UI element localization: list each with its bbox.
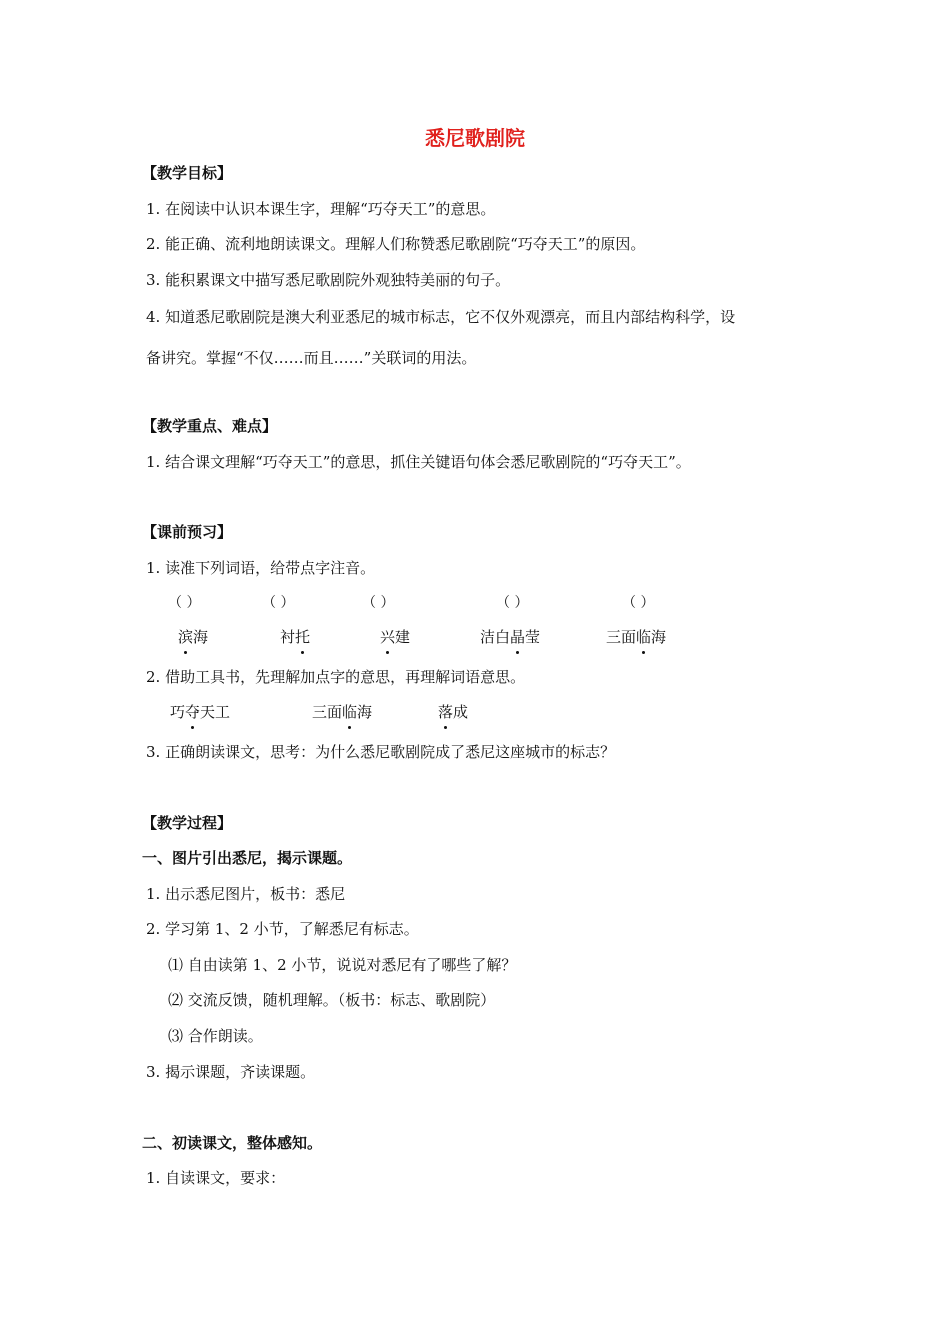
word-luocheng: 落成 [438,703,469,721]
goal-item-1: 1. 在阅读中认识本课生字，理解“巧夺天工”的意思。 [146,200,496,218]
section-heading-keypoints: 【教学重点、难点】 [142,417,278,435]
word-sanmianlinhai: 三面临海 [606,628,667,646]
section-heading-process: 【教学过程】 [142,814,233,832]
pinyin-blank-3: （ ） [362,595,395,611]
goal-item-4-continued: 备讲究。掌握“不仅……而且……”关联词的用法。 [146,349,477,367]
preview-item-1: 1. 读准下列词语，给带点字注音。 [146,559,376,577]
process-part1-subitem-3: ⑶ 合作朗读。 [168,1027,263,1045]
word-jiebaijingying: 洁白晶莹 [480,628,541,646]
process-part1-subitem-2: ⑵ 交流反馈，随机理解。（板书：标志、歌剧院） [168,991,496,1009]
section-heading-preview: 【课前预习】 [142,523,233,541]
preview-item-2: 2. 借助工具书，先理解加点字的意思，再理解词语意思。 [146,668,526,686]
word-binhai: 滨海 [178,628,209,646]
pinyin-blank-2: （ ） [262,595,295,611]
pinyin-blank-5: （ ） [622,595,655,611]
process-part2-item-1: 1. 自读课文，要求： [146,1169,286,1187]
goal-item-2: 2. 能正确、流利地朗读课文。理解人们称赞悉尼歌剧院“巧夺天工”的原因。 [146,235,646,253]
process-part1-item-3: 3. 揭示课题，齐读课题。 [146,1063,316,1081]
word-chentuo: 衬托 [280,628,311,646]
word-xingjian: 兴建 [380,628,411,646]
goal-item-3: 3. 能积累课文中描写悉尼歌剧院外观独特美丽的句子。 [146,271,511,289]
keypoint-item-1: 1. 结合课文理解“巧夺天工”的意思，抓住关键语句体会悉尼歌剧院的“巧夺天工”。 [146,453,691,471]
word-sanmianlinhai-2: 三面临海 [312,703,373,721]
section-heading-goals: 【教学目标】 [142,164,233,182]
goal-item-4: 4. 知道悉尼歌剧院是澳大利亚悉尼的城市标志，它不仅外观漂亮，而且内部结构科学，设 [146,308,736,326]
process-part1-item-2: 2. 学习第 1、2 小节，了解悉尼有标志。 [146,920,419,938]
process-part1-heading: 一、图片引出悉尼，揭示课题。 [142,849,353,867]
pinyin-blank-4: （ ） [496,595,529,611]
preview-item-3: 3. 正确朗读课文，思考：为什么悉尼歌剧院成了悉尼这座城市的标志？ [146,743,616,761]
process-part1-item-1: 1. 出示悉尼图片，板书：悉尼 [146,885,346,903]
process-part1-subitem-1: ⑴ 自由读第 1、2 小节，说说对悉尼有了哪些了解？ [168,956,517,974]
process-part2-heading: 二、初读课文，整体感知。 [142,1134,323,1152]
pinyin-blank-1: （ ） [168,595,201,611]
page-title: 悉尼歌剧院 [425,126,525,150]
word-qiaoduotiangong: 巧夺天工 [170,703,231,721]
